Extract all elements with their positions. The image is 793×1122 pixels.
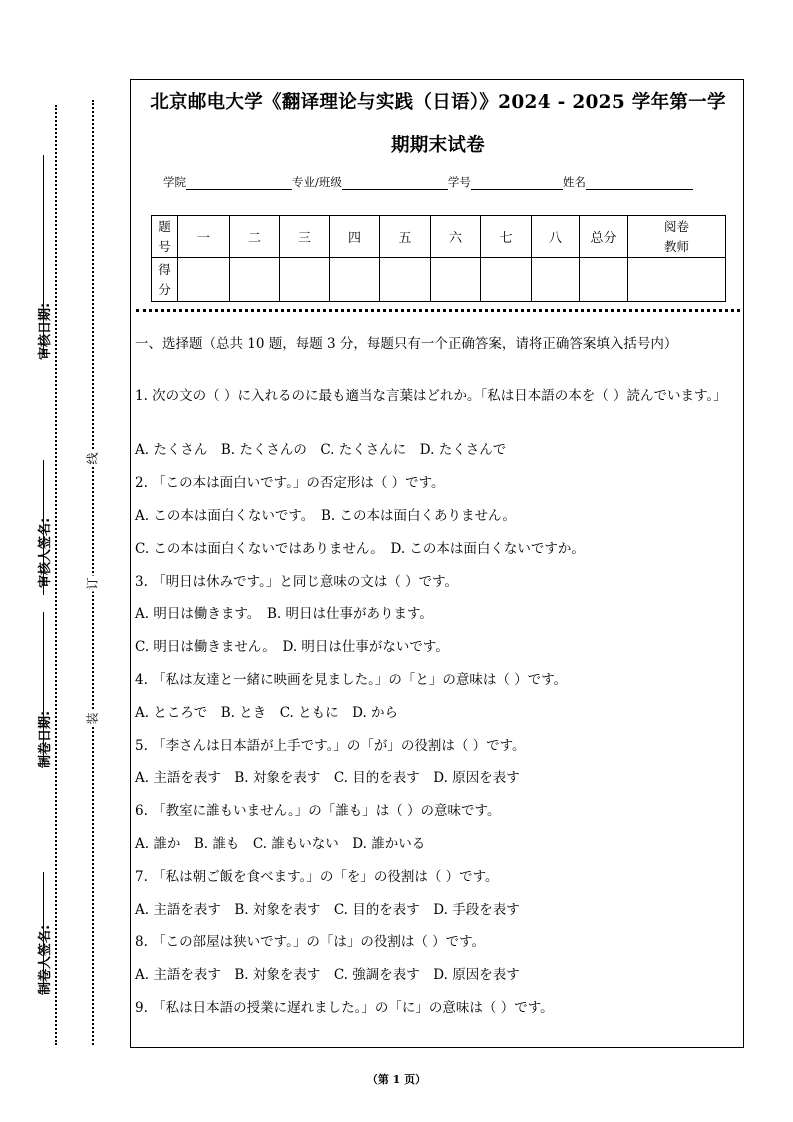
prep-date-label: 制卷日期: <box>38 710 53 768</box>
question-5-stem: 5. 「李さんは日本語が上手です。」の「が」の役割は（ ）です。 <box>135 738 526 754</box>
score-row-label: 得 分 <box>152 258 178 302</box>
question-6-stem: 6. 「教室に誰もいません。」の「誰も」は（ ）の意味です。 <box>135 803 501 819</box>
question-2-options-a: A. この本は面白くないです。 B. この本は面白くありません。 <box>135 508 516 524</box>
score-col-grader: 阅卷 教师 <box>628 216 726 258</box>
score-cell[interactable] <box>532 258 580 302</box>
exam-title-line2: 期期末试卷 <box>390 135 485 156</box>
question-4-options: A. ところで B. とき C. ともに D. から <box>135 705 399 721</box>
question-4-stem: 4. 「私は友達と一緒に映画を見ました。」の「と」の意味は（ ）です。 <box>135 672 568 688</box>
score-cell[interactable] <box>178 258 230 302</box>
question-6-options: A. 誰か B. 誰も C. 誰もいない D. 誰かいる <box>135 836 426 852</box>
score-cell[interactable] <box>330 258 380 302</box>
question-1-stem: 1. 次の文の（ ）に入れるのに最も適当な言葉はどれか。「私は日本語の本を（ ）読んでいます。」 <box>135 388 727 404</box>
question-9-stem: 9. 「私は日本語の授業に遅れました。」の「に」の意味は（ ）です。 <box>135 1000 554 1016</box>
student-info-row <box>163 174 693 190</box>
mark-order-char: 订 <box>85 577 100 590</box>
review-date-label: 审核日期: <box>38 302 53 360</box>
score-col-4: 四 <box>330 216 380 258</box>
score-cell[interactable] <box>431 258 481 302</box>
school-label: 学院 <box>163 175 186 189</box>
mark-line-char: 线 <box>85 452 100 465</box>
reviewer-sign-label: 审核人签名: <box>38 517 53 588</box>
question-7-options: A. 主語を表す B. 対象を表す C. 目的を表す D. 手段を表す <box>135 902 520 918</box>
question-3-stem: 3. 「明日は休みです。」と同じ意味の文は（ ）です。 <box>135 574 459 590</box>
major-label: 专业/班级 <box>292 175 342 189</box>
section-heading: 一、选择题（总共 10 题，每题 3 分，每题只有一个正确答案，请将正确答案填入括号内） <box>135 336 678 352</box>
score-cell[interactable] <box>628 258 726 302</box>
score-cell[interactable] <box>580 258 628 302</box>
score-header-label: 题 号 <box>152 216 178 258</box>
school-field[interactable] <box>186 178 292 190</box>
score-cell[interactable] <box>380 258 431 302</box>
question-3-options-a: A. 明日は働きます。 B. 明日は仕事があります。 <box>135 606 433 622</box>
score-col-8: 八 <box>532 216 580 258</box>
score-col-6: 六 <box>431 216 481 258</box>
score-col-total: 总分 <box>580 216 628 258</box>
student-id-label: 学号 <box>447 175 471 189</box>
cut-dotted-line <box>92 100 94 1045</box>
name-field[interactable] <box>586 178 693 190</box>
mark-bind-char: 装 <box>85 712 100 725</box>
score-col-3: 三 <box>280 216 330 258</box>
question-2-options-b: C. この本は面白くないではありません。 D. この本は面白くないですか。 <box>135 541 585 557</box>
score-cell[interactable] <box>280 258 330 302</box>
question-3-options-b: C. 明日は働きません。 D. 明日は仕事がないです。 <box>135 639 449 655</box>
question-2-stem: 2. 「この本は面白いです。」の否定形は（ ）です。 <box>135 475 445 491</box>
exam-title: 北京邮电大学《翻译理论与实践（日语）》2024 - 2025 学年第一学 <box>150 92 726 113</box>
score-col-1: 一 <box>178 216 230 258</box>
separator-dotted-line <box>136 309 740 312</box>
score-table <box>151 215 726 302</box>
outer-dotted-line <box>55 105 57 1045</box>
question-8-stem: 8. 「この部屋は狭いです。」の「は」の役割は（ ）です。 <box>135 934 486 950</box>
preparer-sign-label: 制卷人签名: <box>38 924 53 995</box>
score-col-5: 五 <box>380 216 431 258</box>
major-field[interactable] <box>342 178 448 190</box>
page-number: （第 1 页） <box>366 1073 427 1086</box>
student-id-field[interactable] <box>471 178 563 190</box>
question-5-options: A. 主語を表す B. 対象を表す C. 目的を表す D. 原因を表す <box>135 770 520 786</box>
name-label: 姓名 <box>562 175 586 189</box>
score-col-2: 二 <box>230 216 280 258</box>
question-1-options: A. たくさん B. たくさんの C. たくさんに D. たくさんで <box>135 442 507 458</box>
score-cell[interactable] <box>230 258 280 302</box>
score-cell[interactable] <box>481 258 532 302</box>
question-8-options: A. 主語を表す B. 対象を表す C. 強調を表す D. 原因を表す <box>135 967 520 983</box>
question-7-stem: 7. 「私は朝ご飯を食べます。」の「を」の役割は（ ）です。 <box>135 869 499 885</box>
score-col-7: 七 <box>481 216 532 258</box>
